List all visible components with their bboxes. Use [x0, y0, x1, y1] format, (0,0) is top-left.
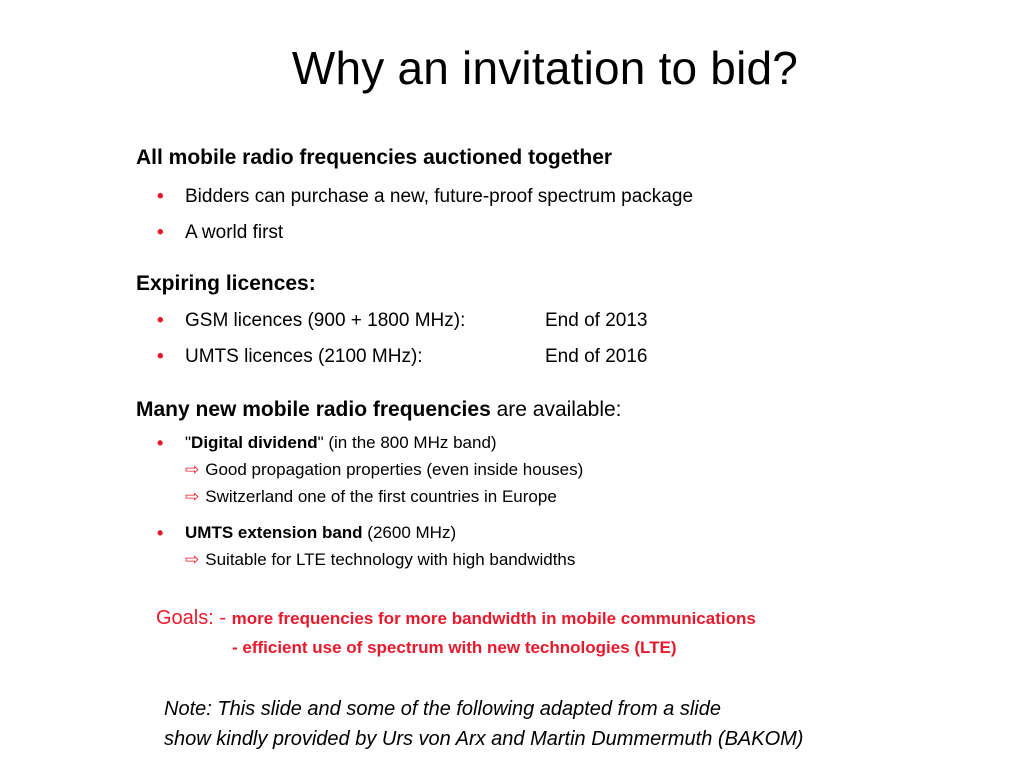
- section-heading-auction: All mobile radio frequencies auctioned together: [136, 146, 613, 169]
- goals-block: [156, 603, 756, 657]
- goals-line-1: more frequencies for more bandwidth in mobile communications: [231, 609, 756, 628]
- note-text: Suitable for LTE technology with high bandwidths: [205, 550, 576, 569]
- bullet-icon: •: [157, 433, 164, 453]
- quote-open: ": [185, 433, 192, 452]
- right-arrow-icon: ⇨: [185, 550, 200, 569]
- note-text: Switzerland one of the first countries in Europe: [205, 487, 557, 506]
- bullet-icon: •: [157, 523, 164, 543]
- licence-expiry: End of 2013: [545, 310, 648, 331]
- item-rest: (2600 MHz): [362, 523, 457, 542]
- section-heading-expiring: Expiring licences:: [136, 272, 316, 295]
- bullet-text: Bidders can purchase a new, future-proof spectrum package: [185, 186, 694, 207]
- licence-expiry: End of 2016: [545, 346, 648, 367]
- bullet-icon: •: [157, 346, 164, 367]
- note-line-1: Note: This slide and some of the following adapted from a slide: [164, 698, 721, 720]
- bullet-icon: •: [157, 186, 164, 207]
- licence-label: GSM licences (900 + 1800 MHz):: [185, 310, 466, 331]
- heading-bold-part: Many new mobile radio frequencies: [136, 398, 491, 421]
- item-rest: " (in the 800 MHz band): [317, 433, 497, 452]
- slide-title: Why an invitation to bid?: [291, 42, 799, 94]
- item-bold: Digital dividend: [191, 433, 318, 452]
- note-text: Good propagation properties (even inside houses): [205, 460, 584, 479]
- note-line: [185, 458, 583, 482]
- note-line-2: show kindly provided by Urs von Arx and Martin Dummermuth (BAKOM): [164, 728, 804, 750]
- right-arrow-icon: ⇨: [185, 460, 200, 479]
- item-bold: UMTS extension band: [185, 523, 363, 542]
- section-heading-new-frequencies: [136, 396, 622, 424]
- licence-label: UMTS licences (2100 MHz):: [185, 346, 423, 367]
- bullet-icon: •: [157, 222, 164, 243]
- goals-line-2: - efficient use of spectrum with new technologies (LTE): [232, 638, 677, 657]
- attribution-note: [164, 694, 803, 754]
- bullet-text: A world first: [185, 222, 284, 243]
- goals-label: Goals: -: [156, 607, 232, 629]
- right-arrow-icon: ⇨: [185, 487, 200, 506]
- note-line: [185, 548, 575, 572]
- note-line: [185, 485, 557, 509]
- heading-normal-part: are available:: [490, 398, 622, 421]
- bullet-icon: •: [157, 310, 164, 331]
